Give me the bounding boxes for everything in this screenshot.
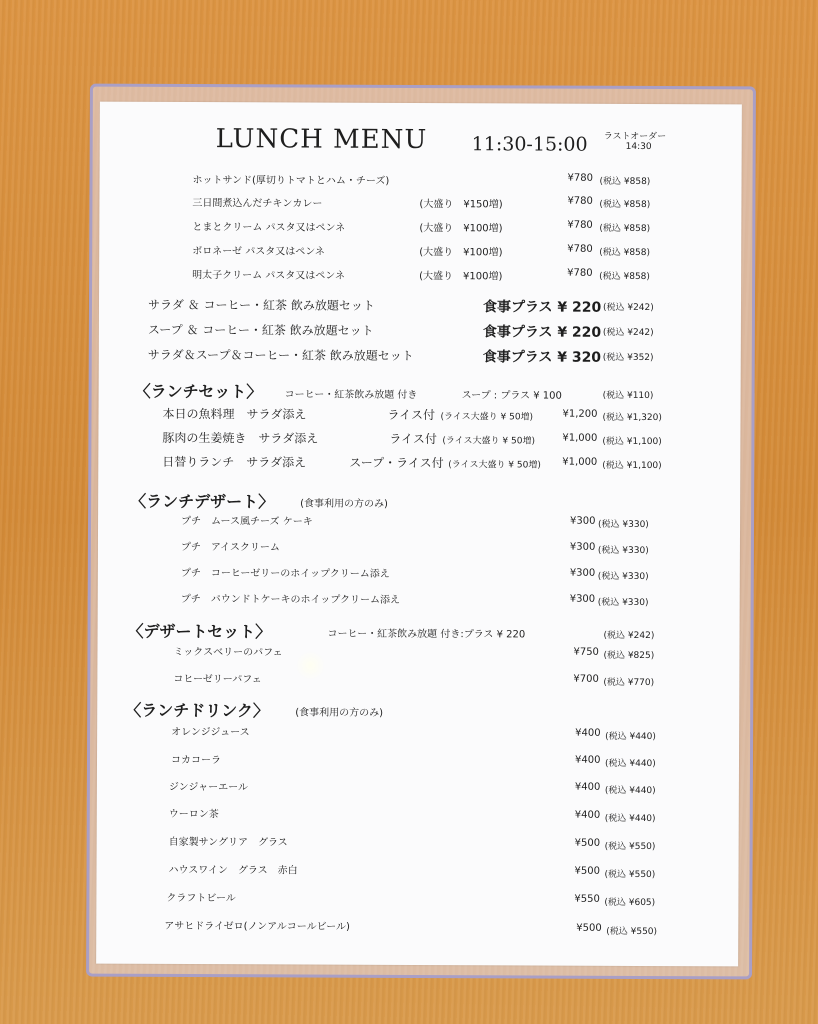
lunch-dessert-heading: 〈ランチデザート〉 [130, 491, 275, 512]
main-item-price: ¥780 [567, 219, 593, 231]
drink-item-tax: (税込 ¥440) [604, 758, 656, 770]
main-item-extra: (大盛り ¥100増) [419, 270, 503, 283]
main-item-name: 三日間煮込んだチキンカレー [192, 198, 323, 210]
lunch-drink-note: (食事利用の方のみ) [295, 707, 384, 719]
lunch-set-item-price: ¥1,000 [562, 432, 598, 444]
lunch-set-item-name: 本日の魚料理 サラダ添え [162, 406, 307, 422]
lunch-set-item-name: 日替りランチ サラダ添え [162, 454, 307, 470]
main-item-name: ホットサンド(厚切りトマトとハム・チーズ) [192, 175, 390, 187]
set-plus-price: 食事プラス ¥ 220 [482, 299, 602, 316]
lunch-set-item-option-note: (ライス大盛り ¥ 50増) [442, 436, 536, 447]
drink-item-name: アサヒドライゼロ(ノンアルコールビール) [164, 920, 350, 933]
set-name: サラダ＆スープ＆コーヒー・紅茶 飲み放題セット [147, 347, 414, 363]
set-tax: (税込 ¥242) [602, 327, 654, 339]
lunch-set-item-option-note: (ライス大盛り ¥ 50増) [448, 460, 541, 471]
lunch-dessert-item-name: プチ パウンドトケーキのホイップクリーム添え [180, 593, 401, 606]
main-item-tax: (税込 ¥858) [599, 223, 651, 235]
dessert-set-item-name: ミックスベリーのパフェ [173, 646, 283, 659]
dessert-set-heading: 〈デザートセット〉 [127, 621, 272, 642]
drink-item-price: ¥550 [574, 893, 600, 905]
menu-hours: 11:30-15:00 [471, 133, 588, 156]
main-item-extra: (大盛り ¥150増) [419, 198, 503, 211]
dessert-set-item-price: ¥750 [573, 646, 599, 658]
dessert-set-item-tax: (税込 ¥825) [603, 650, 655, 662]
lunch-set-item-price: ¥1,000 [562, 456, 598, 468]
lunch-set-soup-tax: (税込 ¥110) [602, 390, 654, 402]
main-item-name: ボロネーゼ パスタ又はペンネ [192, 246, 325, 258]
lunch-drink-heading: 〈ランチドリンク〉 [125, 700, 269, 721]
drink-item-name: ウーロン茶 [168, 808, 219, 821]
lunch-dessert-note: (食事利用の方のみ) [300, 498, 388, 510]
dessert-set-item-tax: (税込 ¥770) [603, 677, 655, 689]
lunch-set-item-tax: (税込 ¥1,320) [602, 412, 662, 424]
main-item-extra: (大盛り ¥100増) [419, 222, 503, 235]
main-item-price: ¥780 [567, 172, 594, 184]
drink-item-tax: (税込 ¥550) [606, 926, 658, 938]
drink-item-tax: (税込 ¥440) [605, 731, 656, 743]
main-item-name: 明太子クリーム パスタ又はペンネ [192, 270, 346, 282]
lunch-dessert-item-name: プチ コーヒーゼリーのホイップクリーム添え [180, 567, 390, 580]
last-order-label: ラストオーダー [603, 131, 667, 143]
drink-item-name: ジンジャーエール [168, 781, 249, 794]
dessert-set-item-price: ¥700 [573, 673, 599, 685]
drink-item-name: ハウスワイン グラス 赤白 [168, 864, 298, 877]
drink-item-tax: (税込 ¥550) [604, 841, 656, 853]
lunch-dessert-item-price: ¥300 [569, 567, 596, 579]
drink-item-price: ¥500 [576, 922, 602, 934]
main-item-price: ¥780 [567, 243, 593, 255]
drink-item-tax: (税込 ¥550) [604, 869, 656, 881]
drink-item-price: ¥500 [574, 837, 601, 849]
drink-item-name: クラフトビール [166, 892, 236, 905]
main-item-name: とまとクリーム パスタ又はペンネ [192, 222, 346, 234]
lunch-dessert-item-name: プチ ムース風チーズ ケーキ [181, 515, 313, 528]
lunch-set-item-tax: (税込 ¥1,100) [602, 436, 662, 448]
lunch-set-heading: 〈ランチセット〉 [134, 381, 263, 402]
dessert-set-item-name: コヒーゼリーパフェ [173, 673, 262, 686]
lunch-set-item-tax: (税込 ¥1,100) [602, 460, 662, 472]
drink-item-price: ¥500 [574, 865, 601, 877]
lunch-set-item-name: 豚肉の生姜焼き サラダ添え [162, 430, 319, 446]
lunch-set-item-price: ¥1,200 [562, 408, 598, 420]
main-item-tax: (税込 ¥858) [599, 199, 651, 211]
set-name: サラダ ＆ コーヒー・紅茶 飲み放題セット [147, 297, 375, 313]
set-name: スープ ＆ コーヒー・紅茶 飲み放題セット [147, 322, 374, 338]
main-item-price: ¥780 [567, 267, 593, 279]
drink-item-price: ¥400 [575, 727, 601, 739]
set-tax: (税込 ¥242) [602, 302, 654, 314]
menu-sheet [96, 102, 742, 967]
lunch-dessert-item-name: プチ アイスクリーム [180, 541, 280, 554]
set-plus-price: 食事プラス ¥ 220 [482, 324, 602, 341]
main-item-tax: (税込 ¥858) [599, 247, 651, 259]
lunch-dessert-item-tax: (税込 ¥330) [597, 571, 649, 583]
main-item-tax: (税込 ¥858) [599, 176, 651, 188]
drink-item-price: ¥400 [574, 754, 601, 766]
drink-item-name: コカコーラ [170, 754, 222, 767]
drink-item-price: ¥400 [574, 809, 601, 821]
last-order-time: 14:30 [625, 141, 652, 153]
drink-item-tax: (税込 ¥440) [604, 785, 656, 797]
drink-item-name: オレンジジュース [171, 726, 250, 739]
lunch-set-item-option: ライス付 [389, 431, 437, 447]
dessert-set-note-tax: (税込 ¥242) [603, 630, 655, 642]
lunch-dessert-item-price: ¥300 [569, 541, 596, 553]
drink-item-tax: (税込 ¥440) [604, 813, 656, 825]
lunch-dessert-item-tax: (税込 ¥330) [597, 597, 649, 609]
lunch-set-item-option-note: (ライス大盛り ¥ 50増) [440, 412, 534, 423]
lunch-dessert-item-price: ¥300 [569, 593, 596, 605]
drink-item-tax: (税込 ¥605) [604, 897, 656, 909]
lunch-set-item-option: スープ・ライス付 [349, 455, 444, 471]
drink-item-name: 自家製サングリア グラス [168, 836, 288, 849]
main-item-tax: (税込 ¥858) [599, 271, 650, 283]
lunch-set-item-option: ライス付 [387, 407, 436, 423]
lunch-dessert-item-tax: (税込 ¥330) [598, 519, 649, 531]
drink-item-price: ¥400 [574, 781, 601, 793]
set-tax: (税込 ¥352) [602, 352, 654, 364]
lunch-dessert-item-price: ¥300 [570, 515, 596, 527]
lunch-set-soup: スープ : プラス ¥ 100 [461, 390, 562, 402]
main-item-price: ¥780 [567, 195, 593, 207]
light-glare [295, 650, 325, 680]
lunch-dessert-item-tax: (税込 ¥330) [597, 545, 649, 557]
set-plus-price: 食事プラス ¥ 320 [482, 349, 602, 366]
lunch-set-note: コーヒー・紅茶飲み放題 付き [284, 389, 418, 401]
main-item-extra: (大盛り ¥100増) [419, 246, 503, 259]
dessert-set-note: コーヒー・紅茶飲み放題 付き:プラス ¥ 220 [327, 628, 526, 641]
menu-title: LUNCH MENU [215, 124, 428, 156]
